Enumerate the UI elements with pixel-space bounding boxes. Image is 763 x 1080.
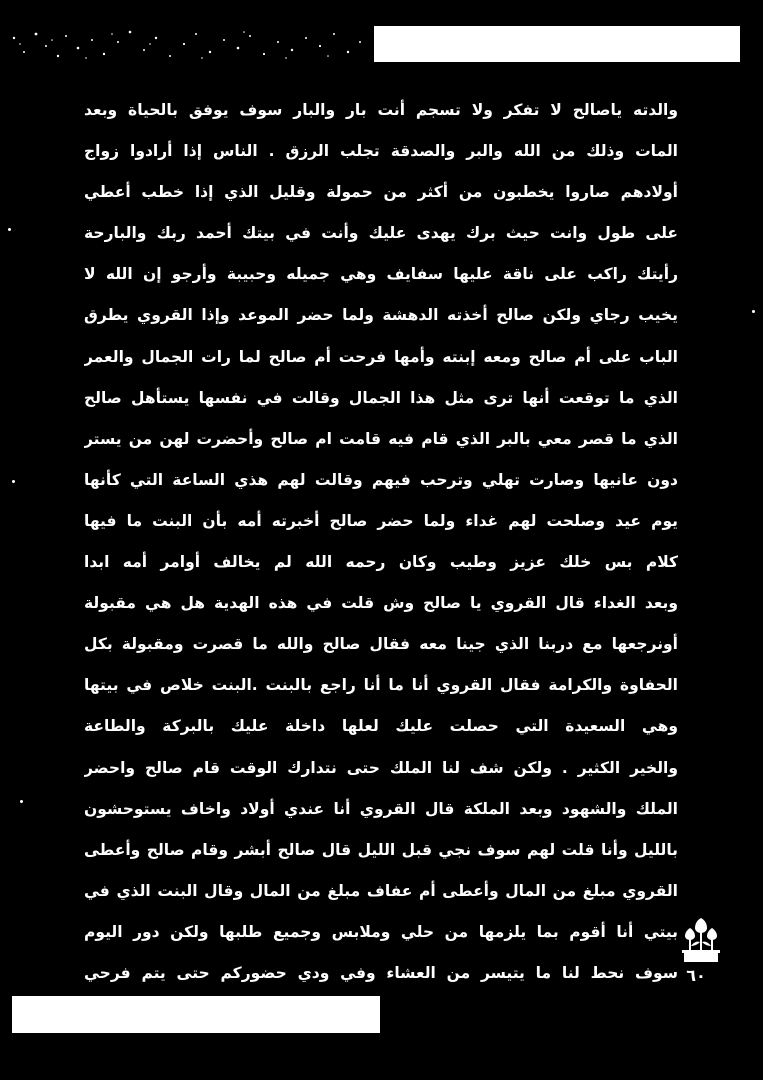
scan-speck (20, 800, 23, 803)
text-line: كلام بس خلك عزيز وطيب وكان رحمه الله لم يخالف أوامر أمه ابدا (84, 553, 678, 572)
text-line: المات وذلك من الله والبر والصدقة تجلب الرزق . الناس إذا أرادوا زواج (84, 142, 678, 161)
redaction-bar-top (374, 26, 740, 62)
redaction-bar-bottom (12, 996, 380, 1033)
page-body-text (84, 90, 678, 994)
scan-speck (285, 1026, 288, 1029)
text-line: يخيب رجاي ولكن صالح أخذته الدهشة ولما حضر الموعد وإذا القروي يطرق (84, 306, 678, 325)
scan-speck (752, 310, 755, 313)
text-line: القروي مبلغ من المال وأعطى أم عفاف مبلغ من المال وقال البنت الذي في (84, 881, 678, 900)
text-line: رأيتك راكب على ناقة عليها سفايف وهي جميله وحبيبة وأرجو إن الله لا (84, 265, 678, 284)
text-line: الحفاوة والكرامة فقال القروي أنا ما أنا راجع بالبنت .البنت خلاص في بيتها (84, 676, 678, 695)
text-line: الذي ما توقعت أنها ترى مثل هذا الجمال وقالت في نفسها يستأهل صالح (84, 388, 678, 407)
text-line: الملك والشهود وبعد الملكة قال القروي أنا عندي أولاد واخاف يستوحشون (84, 799, 678, 818)
text-line: وهي السعيدة التي حصلت عليك لعلها داخلة عليك بالبركة والطاعة (84, 717, 678, 736)
scan-speck (12, 480, 15, 483)
scan-noise (0, 22, 372, 68)
text-line: بيتي أنا أقوم بما يلزمها من حلي وملابس وجميع طلبها ولكن دور اليوم (84, 922, 678, 941)
text-line: بالليل وأنا قلت لهم سوف نجي قبل الليل قال صالح أبشر وقام صالح وأعطى (84, 840, 678, 859)
text-line: أونرجعها مع دربنا الذي جينا معه فقال صالح والله ما قصرت ومقبولة بكل (84, 635, 678, 654)
text-line: الذي ما قصر معي بالبر الذي قام فيه قامت ام صالح وأحضرت لهن من يستر (84, 429, 678, 448)
text-line: وبعد الغداء قال القروي يا صالح وش قلت في هذه الهدية هل هي مقبولة (84, 594, 678, 613)
text-line: الباب على أم صالح ومعه إبنته وأمها فرحت أم صالح لما رات الجمال والعمر (84, 347, 678, 366)
text-line: سوف نحط لنا ما يتيسر من العشاء وفي ودي حضوركم حتى يتم فرحي (84, 963, 678, 982)
text-line: يوم عيد وصلحت لهم غداء ولما حضر صالح أخبرته أمه بأن البنت ما فيها (84, 511, 678, 530)
text-line: دون عانيها وصارت تهلي وترحب فيهم وقالت لهم هذي الساعة التي كأنها (84, 470, 678, 489)
scan-speck (8, 228, 11, 231)
text-line: أولادهم صاروا يخطبون من أكثر من حمولة وقليل الذي إذا خطب أعطي (84, 183, 678, 202)
text-line: والدته ياصالح لا تفكر ولا تسجم أنت بار والبار سوف يوفق بالحياة وبعد (84, 101, 678, 119)
tulip-ornament-icon (680, 916, 722, 970)
text-line: والخير الكثير . ولكن شف لنا الملك حتى نتدارك الوقت قام صالح واحضر (84, 758, 678, 777)
page-number: ٦٠ (686, 966, 706, 985)
text-line: على طول وانت حيث برك يهدى عليك وأنت في بيتك أحمد ربك والبارحة (84, 224, 678, 243)
